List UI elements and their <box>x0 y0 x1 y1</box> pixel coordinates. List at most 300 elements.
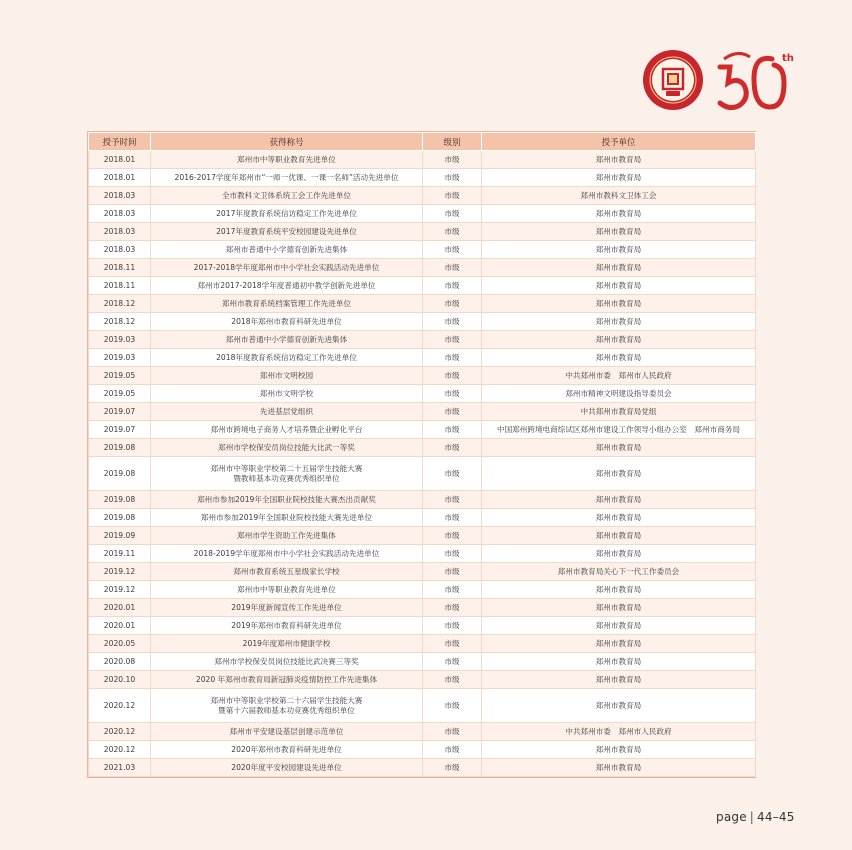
cell-unit <box>482 259 756 277</box>
cell-date-text: 2019.08 <box>103 468 136 478</box>
cell-unit-text: 郑州市教育局 <box>595 244 642 254</box>
cell-unit <box>482 491 756 509</box>
cell-level <box>423 295 482 313</box>
cell-title <box>151 527 423 545</box>
cell-level <box>423 671 482 689</box>
cell-level-text: 市级 <box>444 388 460 398</box>
cell-title-text: 郑州市普通中小学德育创新先进集体 <box>225 244 348 254</box>
cell-date-text: 2018.03 <box>103 244 136 254</box>
cell-date-text: 2019.11 <box>103 548 136 558</box>
table-header-row <box>89 133 756 151</box>
cell-title <box>151 509 423 527</box>
cell-title-text: 郑州市教育系统五星级家长学校 <box>233 566 340 576</box>
cell-level <box>423 617 482 635</box>
cell-level-text: 市级 <box>444 744 460 754</box>
cell-unit <box>482 205 756 223</box>
cell-level-text: 市级 <box>444 280 460 290</box>
cell-level-text: 市级 <box>444 602 460 612</box>
cell-unit-text: 郑州市教育局 <box>595 262 642 272</box>
cell-title <box>151 205 423 223</box>
cell-title-text: 2018年郑州市教育科研先进单位 <box>231 316 342 326</box>
logo-area <box>638 45 798 120</box>
cell-date-text: 2020.05 <box>103 638 136 648</box>
cell-level <box>423 509 482 527</box>
cell-title <box>151 241 423 259</box>
cell-unit-text: 郑州市教育局 <box>595 620 642 630</box>
cell-title-text: 先进基层党组织 <box>259 406 314 416</box>
cell-level-text: 市级 <box>444 494 460 504</box>
cell-level-text: 市级 <box>444 442 460 452</box>
cell-level-text: 市级 <box>444 762 460 772</box>
cell-date-text: 2018.01 <box>103 172 136 182</box>
cell-level <box>423 349 482 367</box>
cell-level <box>423 723 482 741</box>
cell-level <box>423 545 482 563</box>
cell-date <box>89 241 151 259</box>
cell-date-text: 2020.08 <box>103 656 136 666</box>
cell-date <box>89 331 151 349</box>
cell-date <box>89 313 151 331</box>
cell-date-text: 2019.05 <box>103 370 136 380</box>
cell-level <box>423 277 482 295</box>
cell-level <box>423 741 482 759</box>
cell-date-text: 2019.08 <box>103 494 136 504</box>
cell-unit-text: 郑州市教育局 <box>595 352 642 362</box>
cell-date-text: 2018.11 <box>103 262 136 272</box>
cell-date <box>89 277 151 295</box>
cell-title-text: 2019年郑州市教育科研先进单位 <box>231 620 342 630</box>
cell-unit <box>482 331 756 349</box>
cell-level-text: 市级 <box>444 566 460 576</box>
cell-level <box>423 151 482 169</box>
cell-unit <box>482 385 756 403</box>
cell-date <box>89 421 151 439</box>
cell-title-line2: 暨教师基本功竞赛优秀组织单位 <box>233 473 340 483</box>
cell-title <box>151 741 423 759</box>
cell-unit-text: 郑州市教育局 <box>595 584 642 594</box>
cell-date <box>89 457 151 491</box>
table-row <box>89 259 756 277</box>
cell-date <box>89 689 151 723</box>
cell-level <box>423 331 482 349</box>
table-row <box>89 653 756 671</box>
cell-date-text: 2018.12 <box>103 316 136 326</box>
cell-title <box>151 349 423 367</box>
table-row <box>89 439 756 457</box>
cell-unit <box>482 617 756 635</box>
cell-title-text: 郑州市2017-2018学年度普通初中教学创新先进单位 <box>197 280 376 290</box>
cell-unit-text: 郑州市教育局 <box>595 744 642 754</box>
cell-date-text: 2019.12 <box>103 566 136 576</box>
cell-title <box>151 331 423 349</box>
cell-date-text: 2020.12 <box>103 700 136 710</box>
table-row <box>89 403 756 421</box>
cell-date <box>89 671 151 689</box>
table-row <box>89 277 756 295</box>
header-unit: 授予单位 <box>482 133 756 151</box>
cell-date-text: 2020.10 <box>103 674 136 684</box>
cell-title <box>151 169 423 187</box>
cell-level <box>423 205 482 223</box>
cell-title <box>151 457 423 491</box>
cell-date-text: 2018.01 <box>103 154 136 164</box>
cell-date <box>89 169 151 187</box>
cell-title <box>151 653 423 671</box>
anniversary-suffix: th <box>782 53 794 64</box>
table-row <box>89 545 756 563</box>
cell-unit-text: 中共郑州市教育局党组 <box>580 406 657 416</box>
cell-unit-text: 郑州市教育局 <box>595 226 642 236</box>
cell-unit <box>482 223 756 241</box>
cell-title-text: 郑州市跨境电子商务人才培养暨企业孵化平台 <box>210 424 363 434</box>
cell-unit <box>482 741 756 759</box>
cell-level <box>423 457 482 491</box>
cell-title <box>151 223 423 241</box>
cell-date <box>89 439 151 457</box>
cell-level <box>423 169 482 187</box>
cell-title-text: 郑州市普通中小学德育创新先进集体 <box>225 334 348 344</box>
cell-level-text: 市级 <box>444 244 460 254</box>
table-row <box>89 723 756 741</box>
cell-title <box>151 759 423 777</box>
cell-unit <box>482 169 756 187</box>
cell-date <box>89 403 151 421</box>
table-row <box>89 421 756 439</box>
table-row <box>89 617 756 635</box>
cell-unit-text: 郑州市教育局 <box>595 154 642 164</box>
honors-table <box>87 131 756 778</box>
cell-date <box>89 527 151 545</box>
page-number <box>716 810 795 824</box>
table-row <box>89 205 756 223</box>
cell-title-text: 郑州市学生资助工作先进集体 <box>237 530 336 540</box>
cell-level-text: 市级 <box>444 548 460 558</box>
cell-title-line2: 暨第十六届教师基本功竞赛优秀组织单位 <box>218 705 355 715</box>
cell-title-text: 郑州市中等职业学校第二十五届学生技能大赛 <box>210 464 363 473</box>
cell-title <box>151 367 423 385</box>
cell-unit-text: 郑州市教育局 <box>595 334 642 344</box>
table-row <box>89 509 756 527</box>
cell-unit <box>482 689 756 723</box>
cell-title-text: 2017年度教育系统平安校园建设先进单位 <box>216 226 357 236</box>
cell-date-text: 2019.03 <box>103 352 136 362</box>
cell-level <box>423 599 482 617</box>
cell-unit-text: 郑州市教育局 <box>595 762 642 772</box>
cell-date <box>89 741 151 759</box>
cell-level-text: 市级 <box>444 262 460 272</box>
cell-level <box>423 241 482 259</box>
cell-title-text: 郑州市学校保安员岗位技能大比武一等奖 <box>218 442 355 452</box>
cell-level-text: 市级 <box>444 154 460 164</box>
cell-title <box>151 635 423 653</box>
cell-title <box>151 277 423 295</box>
cell-title <box>151 581 423 599</box>
cell-level <box>423 313 482 331</box>
cell-title-text: 2017-2018学年度郑州市中小学社会实践活动先进单位 <box>193 262 380 272</box>
cell-unit-text: 中共郑州市委 郑州市人民政府 <box>565 370 672 380</box>
cell-unit <box>482 403 756 421</box>
cell-title-text: 郑州市中等职业教育先进单位 <box>237 154 336 164</box>
table-row <box>89 491 756 509</box>
cell-date-text: 2020.01 <box>103 620 136 630</box>
cell-unit-text: 郑州市教育局 <box>595 548 642 558</box>
cell-title-text: 郑州市文明学校 <box>259 388 314 398</box>
cell-unit-text: 郑州市教育局 <box>595 172 642 182</box>
cell-title-text: 2018-2019学年度郑州市中小学社会实践活动先进单位 <box>193 548 380 558</box>
cell-date-text: 2019.08 <box>103 442 136 452</box>
cell-date-text: 2018.11 <box>103 280 136 290</box>
cell-unit-text: 郑州市教育局 <box>595 208 642 218</box>
table-row <box>89 671 756 689</box>
cell-level <box>423 689 482 723</box>
table-row <box>89 349 756 367</box>
cell-date <box>89 545 151 563</box>
cell-level-text: 市级 <box>444 726 460 736</box>
cell-title <box>151 259 423 277</box>
cell-unit <box>482 313 756 331</box>
cell-date <box>89 223 151 241</box>
table-row <box>89 741 756 759</box>
cell-date <box>89 367 151 385</box>
cell-level-text: 市级 <box>444 424 460 434</box>
cell-date-text: 2020.12 <box>103 744 136 754</box>
cell-title-text: 2018年度教育系统信访稳定工作先进单位 <box>216 352 357 362</box>
cell-title <box>151 491 423 509</box>
cell-unit <box>482 421 756 439</box>
cell-title-text: 2020 年郑州市教育局新冠肺炎疫情防控工作先进集体 <box>195 674 378 684</box>
cell-unit-text: 郑州市教育局 <box>595 280 642 290</box>
cell-unit-text: 郑州市教育局 <box>595 468 642 478</box>
cell-title <box>151 313 423 331</box>
cell-date <box>89 187 151 205</box>
cell-unit <box>482 563 756 581</box>
cell-unit-text: 郑州市教育局 <box>595 512 642 522</box>
cell-level-text: 市级 <box>444 656 460 666</box>
cell-unit <box>482 599 756 617</box>
cell-title-text: 郑州市中等职业学校第二十六届学生技能大赛 <box>210 696 363 705</box>
cell-level <box>423 653 482 671</box>
cell-date-text: 2019.09 <box>103 530 136 540</box>
cell-date <box>89 349 151 367</box>
cell-title-text: 郑州市文明校园 <box>259 370 314 380</box>
cell-date-text: 2019.07 <box>103 424 136 434</box>
cell-date <box>89 509 151 527</box>
cell-date-text: 2018.03 <box>103 226 136 236</box>
cell-unit-text: 郑州市教科文卫体工会 <box>580 190 657 200</box>
cell-title-text: 郑州市学校保安员岗位技能比武决赛三等奖 <box>214 656 359 666</box>
table-row <box>89 367 756 385</box>
cell-level-text: 市级 <box>444 334 460 344</box>
cell-date-text: 2018.12 <box>103 298 136 308</box>
cell-unit-text: 郑州市教育局 <box>595 494 642 504</box>
cell-unit-text: 郑州市教育局 <box>595 674 642 684</box>
cell-unit-text: 郑州市教育局关心下一代工作委员会 <box>557 566 680 576</box>
cell-unit <box>482 723 756 741</box>
cell-level-text: 市级 <box>444 620 460 630</box>
cell-level <box>423 367 482 385</box>
cell-level-text: 市级 <box>444 298 460 308</box>
cell-title-text: 2017年度教育系统信访稳定工作先进单位 <box>216 208 357 218</box>
cell-date <box>89 205 151 223</box>
cell-level <box>423 759 482 777</box>
table-row <box>89 313 756 331</box>
cell-level <box>423 259 482 277</box>
cell-unit <box>482 653 756 671</box>
cell-level <box>423 439 482 457</box>
cell-level-text: 市级 <box>444 208 460 218</box>
cell-date <box>89 385 151 403</box>
cell-level-text: 市级 <box>444 226 460 236</box>
cell-level-text: 市级 <box>444 316 460 326</box>
cell-date <box>89 259 151 277</box>
cell-unit-text: 郑州市教育局 <box>595 530 642 540</box>
table-row <box>89 385 756 403</box>
table-row <box>89 599 756 617</box>
cell-date <box>89 635 151 653</box>
cell-level <box>423 491 482 509</box>
cell-level <box>423 635 482 653</box>
table-row <box>89 295 756 313</box>
cell-level-text: 市级 <box>444 674 460 684</box>
header-level: 级别 <box>423 133 482 151</box>
table-body <box>89 151 756 777</box>
cell-date-text: 2019.05 <box>103 388 136 398</box>
cell-level-text: 市级 <box>444 370 460 380</box>
table-row <box>89 223 756 241</box>
cell-level-text: 市级 <box>444 638 460 648</box>
cell-date <box>89 151 151 169</box>
cell-title <box>151 385 423 403</box>
cell-level-text: 市级 <box>444 530 460 540</box>
cell-unit <box>482 457 756 491</box>
cell-date-text: 2019.08 <box>103 512 136 522</box>
cell-date <box>89 617 151 635</box>
cell-unit <box>482 277 756 295</box>
cell-unit-text: 郑州市教育局 <box>595 442 642 452</box>
cell-unit-text: 郑州市教育局 <box>595 638 642 648</box>
cell-level <box>423 563 482 581</box>
cell-date-text: 2021.03 <box>103 762 136 772</box>
cell-unit <box>482 349 756 367</box>
cell-title-text: 郑州市中等职业教育先进单位 <box>237 584 336 594</box>
cell-unit <box>482 439 756 457</box>
cell-date-text: 2018.03 <box>103 208 136 218</box>
cell-title <box>151 151 423 169</box>
header-date: 授予时间 <box>89 133 151 151</box>
header-title: 获得称号 <box>151 133 423 151</box>
table-row <box>89 581 756 599</box>
table-row <box>89 689 756 723</box>
cell-unit <box>482 241 756 259</box>
cell-date <box>89 563 151 581</box>
cell-date <box>89 759 151 777</box>
cell-level <box>423 187 482 205</box>
cell-unit <box>482 545 756 563</box>
cell-level-text: 市级 <box>444 352 460 362</box>
cell-title <box>151 671 423 689</box>
cell-unit-text: 中共郑州市委 郑州市人民政府 <box>565 726 672 736</box>
table-row <box>89 527 756 545</box>
page-range: 44–45 <box>757 810 795 824</box>
table-row <box>89 635 756 653</box>
cell-unit-text: 郑州市精神文明建设指导委员会 <box>565 388 672 398</box>
table-row <box>89 169 756 187</box>
cell-title <box>151 617 423 635</box>
cell-date-text: 2019.03 <box>103 334 136 344</box>
cell-title <box>151 599 423 617</box>
cell-unit <box>482 527 756 545</box>
cell-unit <box>482 151 756 169</box>
cell-level <box>423 581 482 599</box>
cell-date <box>89 599 151 617</box>
cell-date-text: 2019.07 <box>103 406 136 416</box>
cell-title <box>151 723 423 741</box>
cell-date <box>89 491 151 509</box>
cell-date <box>89 295 151 313</box>
table-row <box>89 457 756 491</box>
cell-title-text: 2016-2017学度年郑州市“一师一优课、一课一名师”活动先进单位 <box>174 172 399 182</box>
cell-title <box>151 689 423 723</box>
cell-title <box>151 563 423 581</box>
cell-date <box>89 723 151 741</box>
cell-level-text: 市级 <box>444 512 460 522</box>
cell-unit-text: 郑州市教育局 <box>595 602 642 612</box>
cell-unit-text: 郑州市教育局 <box>595 316 642 326</box>
cell-unit <box>482 367 756 385</box>
table-row <box>89 241 756 259</box>
cell-unit <box>482 187 756 205</box>
table-row <box>89 563 756 581</box>
cell-level-text: 市级 <box>444 468 460 478</box>
cell-title-text: 郑州市参加2019年全国职业院校技能大赛先进单位 <box>200 512 373 522</box>
cell-level <box>423 385 482 403</box>
cell-unit-text: 郑州市教育局 <box>595 298 642 308</box>
cell-date-text: 2018.03 <box>103 190 136 200</box>
cell-unit <box>482 509 756 527</box>
cell-date <box>89 581 151 599</box>
table-row <box>89 187 756 205</box>
cell-title-text: 2020年度平安校园建设先进单位 <box>231 762 342 772</box>
cell-title <box>151 421 423 439</box>
cell-unit-text: 郑州市教育局 <box>595 700 642 710</box>
cell-title <box>151 545 423 563</box>
cell-unit <box>482 635 756 653</box>
cell-level <box>423 223 482 241</box>
table-row <box>89 759 756 777</box>
cell-level-text: 市级 <box>444 190 460 200</box>
cell-title-text: 2019年度郑州市健康学校 <box>242 638 331 648</box>
cell-title-text: 全市教科文卫体系统工会工作先进单位 <box>221 190 352 200</box>
table-row <box>89 331 756 349</box>
cell-title <box>151 295 423 313</box>
cell-level-text: 市级 <box>444 172 460 182</box>
cell-date <box>89 653 151 671</box>
cell-title-text: 郑州市教育系统档案管理工作先进单位 <box>221 298 352 308</box>
cell-level <box>423 403 482 421</box>
table-row <box>89 151 756 169</box>
cell-title-text: 郑州市平安建设基层创建示范单位 <box>229 726 344 736</box>
cell-level <box>423 527 482 545</box>
cell-level-text: 市级 <box>444 700 460 710</box>
cell-unit <box>482 295 756 313</box>
cell-unit <box>482 581 756 599</box>
cell-title-text: 2019年度新闻宣传工作先进单位 <box>231 602 342 612</box>
cell-unit <box>482 671 756 689</box>
cell-title <box>151 439 423 457</box>
cell-level-text: 市级 <box>444 406 460 416</box>
cell-date-text: 2020.01 <box>103 602 136 612</box>
cell-title-text: 2020年郑州市教育科研先进单位 <box>231 744 342 754</box>
